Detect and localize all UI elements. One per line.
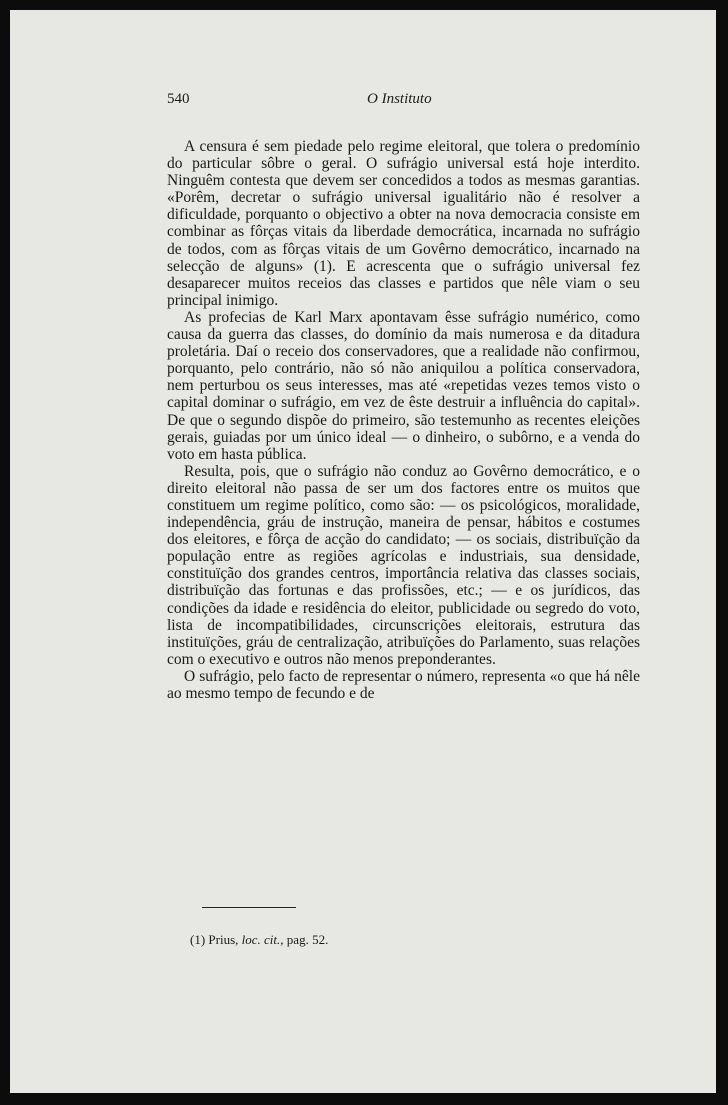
paragraph-1: A censura é sem piedade pelo regime eleitoral, que tolera o predomínio do particular sôbre o geral. O sufrágio universal está hoje interdito. Ninguêm contesta que devem ser concedidos a todos as mesmas garantias. «Porêm, decretar o sufrágio universal igualitário não é resolver a dificuldade, porquanto o objectivo a obter na nova democracia consiste em combinar as fôrças vitais da liberdade democrática, incarnada no sufrágio de todos, com as fôrças vitais de um Govêrno democrático, incarnado na selecção de alguns» (1). E acrescenta que o sufrágio universal fez desaparecer muitos receios das classes e partidos que nêle viam o seu principal inimigo. xyxy=(167,138,640,309)
body-text xyxy=(167,138,640,702)
running-title: O Instituto xyxy=(367,91,432,107)
paragraph-2: As profecias de Karl Marx apontavam êsse sufrágio numérico, como causa da guerra das classes, do domínio da mais numerosa e da ditadura proletária. Daí o receio dos conservadores, que a realidade não confirmou, porquanto, pelo contrário, não só não aniquilou a política conservadora, nem perturbou os seus interesses, mas até «repetidas vezes temos visto o capital dominar o sufrágio, em vez de êste destruir a influência do capital». De que o segundo dispõe do primeiro, são testemunho as recentes eleições gerais, guiadas por um único ideal — o dinheiro, o subôrno, e a venda do voto em hasta pública. xyxy=(167,308,640,463)
footnote-reference: loc. cit., xyxy=(241,932,284,947)
book-page xyxy=(10,10,716,1093)
paragraph-4: O sufrágio, pelo facto de representar o número, representa «o que há nêle ao mesmo tempo de fecundo e de xyxy=(167,667,640,702)
paragraph-3: Resulta, pois, que o sufrágio não conduz ao Govêrno democrático, e o direito eleitoral não passa de ser um dos factores entre os muitos que constituem um regime político, como são: — os psicológicos, moralidade, independência, gráu de instrução, maneira de pensar, hábitos e costumes dos eleitores, e fôrça de acção do candidato; — os sociais, distribuïção da população entre as regiões agrícolas e industriais, sua densidade, constituïção dos grandes centros, importância relativa das classes sociais, distribuïção das fortunas e das profissões, etc.; — e os jurídicos, das condições da idade e residência do eleitor, publicidade ou segredo do voto, lista de incompatibilidades, circunscrições eleitorais, estrutura das instituïções, gráu de centralização, atribuïções do Parlamento, suas relações com o executivo e outros não menos preponderantes. xyxy=(167,462,640,668)
footnote-page: pag. 52. xyxy=(286,932,329,947)
page-header xyxy=(10,91,716,115)
page-number: 540 xyxy=(167,91,190,107)
footnote-divider xyxy=(202,907,296,908)
footnote-source: Prius, xyxy=(208,932,239,947)
footnote-marker: (1) xyxy=(190,932,206,947)
footnote xyxy=(190,932,328,948)
